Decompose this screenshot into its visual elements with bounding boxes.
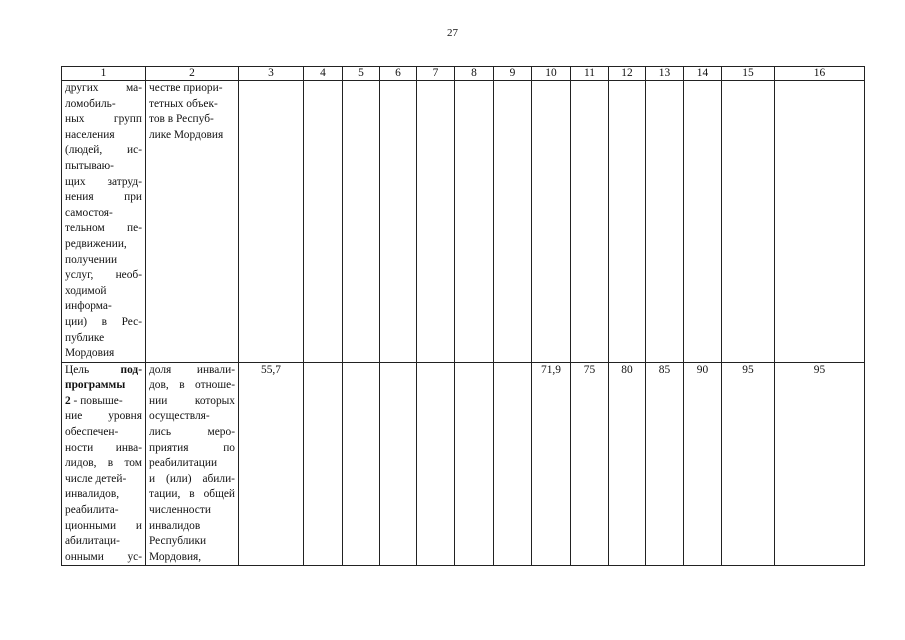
value-cell: 55,7	[239, 362, 304, 566]
column-number: 2	[146, 67, 239, 81]
text-line: программы	[65, 379, 126, 392]
value-cell	[775, 81, 865, 363]
goal-word: Цель	[65, 363, 90, 376]
text-line: пытываю-	[65, 159, 114, 172]
text-line: ции) в Рес-	[65, 315, 142, 328]
value-cell: 80	[609, 362, 646, 566]
table-row	[62, 81, 865, 363]
goal-continuation-cell	[62, 81, 146, 363]
text-line: щих затруд-	[65, 175, 142, 188]
page-number: 27	[447, 27, 458, 39]
column-number: 1	[62, 67, 146, 81]
value-cell	[304, 81, 343, 363]
value-cell	[343, 81, 380, 363]
table-row	[62, 362, 865, 566]
value-cell	[722, 81, 775, 363]
value-cell	[455, 362, 494, 566]
value-cell	[417, 362, 455, 566]
value-cell: 90	[684, 362, 722, 566]
text-line: тельном пе-	[65, 222, 142, 235]
value-cell	[494, 81, 532, 363]
text-line: нии которых	[149, 394, 235, 407]
text-line: численности	[149, 504, 211, 517]
column-number: 4	[304, 67, 343, 81]
text-line: самостоя-	[65, 206, 113, 219]
text-line: редвижении,	[65, 237, 127, 250]
text-line: Мордовия,	[149, 550, 202, 563]
text-line: Республики	[149, 535, 207, 548]
goal-cell	[62, 362, 146, 566]
text-line: числе детей-	[65, 472, 127, 485]
text-line: абилитаци-	[65, 535, 120, 548]
value-cell: 85	[646, 362, 684, 566]
column-number: 11	[571, 67, 609, 81]
column-number: 5	[343, 67, 380, 81]
text-line: нения при	[65, 191, 142, 204]
text-line: (людей, ис-	[65, 144, 142, 157]
value-cell	[417, 81, 455, 363]
text-line: ние уровня	[65, 410, 142, 423]
text-line: ционными и	[65, 519, 142, 532]
text-line: и (или) абили-	[149, 472, 235, 485]
text-line	[65, 394, 142, 410]
text-line: тации, в общей	[149, 488, 235, 501]
column-number: 14	[684, 67, 722, 81]
text-line: услуг, необ-	[65, 269, 142, 282]
value-cell	[380, 362, 417, 566]
text-line: публике	[65, 331, 105, 344]
value-cell	[646, 81, 684, 363]
column-number: 13	[646, 67, 684, 81]
text-line: реабилитации	[149, 457, 218, 470]
text-line: инвалидов,	[65, 488, 120, 501]
text-line: приятия по	[149, 441, 235, 454]
text-line: дов, в отноше-	[149, 379, 235, 392]
value-cell	[455, 81, 494, 363]
text-line: инвалидов	[149, 519, 201, 532]
text-line: реабилита-	[65, 504, 119, 517]
subprogram-number: 2	[65, 394, 71, 407]
column-number: 16	[775, 67, 865, 81]
goal-text: - повыше-	[70, 394, 123, 407]
column-number: 3	[239, 67, 304, 81]
value-cell	[571, 81, 609, 363]
text-line: ности инва-	[65, 441, 142, 454]
column-number: 10	[532, 67, 571, 81]
indicator-continuation-cell	[146, 81, 239, 363]
text-line: доля инвали-	[149, 363, 235, 376]
text-line	[65, 363, 142, 379]
text-line: тетных объек-	[149, 97, 218, 110]
column-number: 8	[455, 67, 494, 81]
text-line: честве приори-	[149, 82, 223, 94]
text-line: ходимой	[65, 284, 107, 297]
text-line: осуществля-	[149, 410, 210, 423]
goal-bold-word: под-	[120, 363, 142, 376]
text-line: информа-	[65, 300, 112, 313]
text-line: обеспечен-	[65, 426, 119, 439]
value-cell	[494, 362, 532, 566]
text-line: онными ус-	[65, 550, 142, 563]
value-cell	[532, 81, 571, 363]
text-line: лидов, в том	[65, 457, 142, 470]
text-line: населения	[65, 128, 115, 141]
value-cell	[380, 81, 417, 363]
text-line: Мордовия	[65, 347, 115, 360]
text-line: тов в Респуб-	[149, 113, 214, 126]
value-cell	[343, 362, 380, 566]
column-number: 9	[494, 67, 532, 81]
indicator-cell	[146, 362, 239, 566]
column-number: 7	[417, 67, 455, 81]
value-cell	[684, 81, 722, 363]
value-cell	[239, 81, 304, 363]
column-number: 6	[380, 67, 417, 81]
text-line: получении	[65, 253, 118, 266]
column-number: 15	[722, 67, 775, 81]
value-cell: 71,9	[532, 362, 571, 566]
text-line: лись меро-	[149, 426, 235, 439]
text-line: ных групп	[65, 113, 142, 126]
column-number-row	[62, 67, 865, 81]
value-cell	[304, 362, 343, 566]
indicators-table	[61, 66, 865, 566]
value-cell: 95	[775, 362, 865, 566]
value-cell: 75	[571, 362, 609, 566]
value-cell: 95	[722, 362, 775, 566]
column-number: 12	[609, 67, 646, 81]
text-line: лике Мордовия	[149, 128, 224, 141]
value-cell	[609, 81, 646, 363]
text-line: ломобиль-	[65, 97, 116, 110]
text-line: других ма-	[65, 82, 142, 94]
